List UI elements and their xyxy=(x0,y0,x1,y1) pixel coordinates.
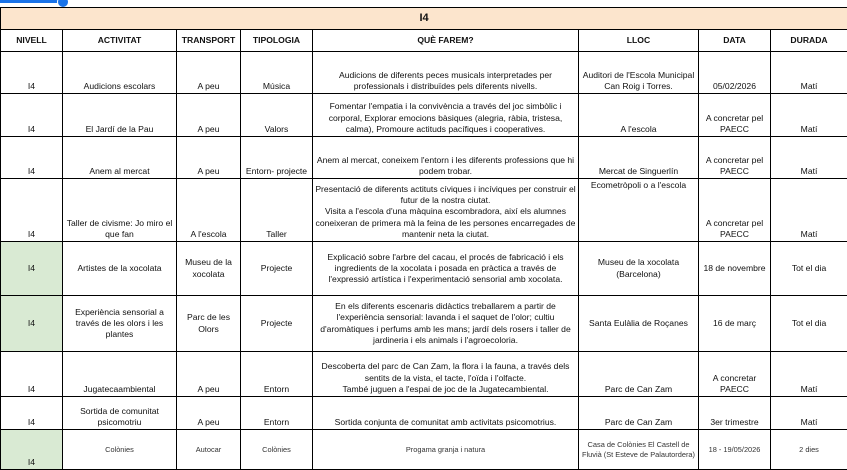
cell-activitat[interactable]: Audicions escolars xyxy=(63,52,177,94)
cell-tipologia[interactable]: Entorn xyxy=(241,352,313,397)
cell-transport[interactable]: Autocar xyxy=(177,430,241,470)
cell-lloc[interactable]: Parc de Can Zam xyxy=(579,397,699,430)
cell-tipologia[interactable]: Entorn- projecte xyxy=(241,137,313,179)
cell-lloc[interactable]: Ecometròpoli o a l'escola xyxy=(579,179,699,242)
cell-durada[interactable]: Matí xyxy=(771,352,847,397)
header-lloc[interactable]: LLOC xyxy=(579,30,699,52)
cell-nivell[interactable]: I4 xyxy=(1,94,63,137)
cell-que-farem[interactable]: Audicions de diferents peces musicals interpretades per professionals i distribuïdes pels diferents nivells. xyxy=(313,52,579,94)
header-transport[interactable]: TRANSPORT xyxy=(177,30,241,52)
cell-data[interactable]: A concretar pel PAECC xyxy=(699,179,771,242)
cell-nivell[interactable]: I4 xyxy=(1,430,63,470)
cell-que-farem[interactable]: Explicació sobre l'arbre del cacau, el procés de fabricació i els ingredients de la xocolata i posada en pràctica a través de l'expressió artística i l'experimentació sensorial amb xocolata. xyxy=(313,242,579,296)
cell-que-farem[interactable]: Sortida conjunta de comunitat amb activitats psicomotrius. xyxy=(313,397,579,430)
cell-tipologia[interactable]: Música xyxy=(241,52,313,94)
header-tipologia[interactable]: TIPOLOGIA xyxy=(241,30,313,52)
cell-nivell[interactable]: I4 xyxy=(1,242,63,296)
title-row xyxy=(1,8,847,30)
cell-durada[interactable]: Matí xyxy=(771,52,847,94)
cell-nivell[interactable]: I4 xyxy=(1,397,63,430)
cell-nivell[interactable]: I4 xyxy=(1,296,63,352)
cell-tipologia[interactable]: Projecte xyxy=(241,296,313,352)
cell-activitat[interactable]: Taller de civisme: Jo miro el que fan xyxy=(63,179,177,242)
table-row xyxy=(1,94,847,137)
cell-nivell[interactable]: I4 xyxy=(1,179,63,242)
cell-tipologia[interactable]: Colònies xyxy=(241,430,313,470)
cell-que-farem[interactable]: Fomentar l'empatia i la convivència a través del joc simbòlic i corporal, Explorar emocions bàsiques (alegria, ràbia, tristesa, calma), Promoure actituds pacífiques i cooperatives. xyxy=(313,94,579,137)
cell-transport[interactable]: A l'escola xyxy=(177,179,241,242)
cell-data[interactable]: A concretar PAECC xyxy=(699,352,771,397)
cell-durada[interactable]: Matí xyxy=(771,179,847,242)
cell-transport[interactable]: Museu de la xocolata xyxy=(177,242,241,296)
cell-tipologia[interactable]: Projecte xyxy=(241,242,313,296)
cell-durada[interactable]: Matí xyxy=(771,397,847,430)
cell-que-farem[interactable]: Descoberta del parc de Can Zam, la flora i la fauna, a través dels sentits de la vista, el tacte, l'oïda i l'olfacte. També juguen a l'espai de joc de la Jugatecambiental. xyxy=(313,352,579,397)
table-row xyxy=(1,137,847,179)
header-data[interactable]: DATA xyxy=(699,30,771,52)
header-activitat[interactable]: ACTIVITAT xyxy=(63,30,177,52)
cell-activitat[interactable]: El Jardí de la Pau xyxy=(63,94,177,137)
activities-table xyxy=(0,7,847,470)
table-row xyxy=(1,430,847,470)
cell-activitat[interactable]: Jugatecaambiental xyxy=(63,352,177,397)
table-row xyxy=(1,352,847,397)
cell-lloc[interactable]: Santa Eulàlia de Roçanes xyxy=(579,296,699,352)
cell-que-farem[interactable]: Anem al mercat, coneixem l'entorn i les diferents professions que hi podem trobar. xyxy=(313,137,579,179)
cell-transport[interactable]: A peu xyxy=(177,94,241,137)
cell-nivell[interactable]: I4 xyxy=(1,352,63,397)
cell-activitat[interactable]: Artistes de la xocolata xyxy=(63,242,177,296)
cell-durada[interactable]: Tot el dia xyxy=(771,242,847,296)
cell-nivell[interactable]: I4 xyxy=(1,52,63,94)
table-row xyxy=(1,397,847,430)
cell-data[interactable]: 18 - 19/05/2026 xyxy=(699,430,771,470)
cell-activitat[interactable]: Sortida de comunitat psicomotriu xyxy=(63,397,177,430)
cell-activitat[interactable]: Experiència sensorial a través de les olors i les plantes xyxy=(63,296,177,352)
table-row xyxy=(1,296,847,352)
table-title[interactable]: I4 xyxy=(1,8,847,30)
cell-tipologia[interactable]: Entorn xyxy=(241,397,313,430)
cell-tipologia[interactable]: Taller xyxy=(241,179,313,242)
cell-que-farem[interactable]: Presentació de diferents actituts cíviques i incíviques per construir el futur de la nostra ciutat. Visita a l'escola d'una màquina escombradora, així els alumnes coneixeran de primera mà la feina de les persones encarregades de mantenir neta la ciutat. xyxy=(313,179,579,242)
header-que-farem[interactable]: QUÈ FAREM? xyxy=(313,30,579,52)
cell-lloc[interactable]: Museu de la xocolata (Barcelona) xyxy=(579,242,699,296)
header-durada[interactable]: DURADA xyxy=(771,30,847,52)
cell-data[interactable]: 05/02/2026 xyxy=(699,52,771,94)
cell-transport[interactable]: A peu xyxy=(177,397,241,430)
cell-lloc[interactable]: A l'escola xyxy=(579,94,699,137)
header-nivell[interactable]: NIVELL xyxy=(1,30,63,52)
cell-transport[interactable]: A peu xyxy=(177,137,241,179)
cell-transport[interactable]: A peu xyxy=(177,352,241,397)
table-row xyxy=(1,179,847,242)
table-row xyxy=(1,52,847,94)
cell-data[interactable]: A concretar pel PAECC xyxy=(699,137,771,179)
cell-nivell[interactable]: I4 xyxy=(1,137,63,179)
cell-data[interactable]: 18 de novembre xyxy=(699,242,771,296)
cell-data[interactable]: 3er trimestre xyxy=(699,397,771,430)
cell-activitat[interactable]: Anem al mercat xyxy=(63,137,177,179)
cell-transport[interactable]: Parc de les Olors xyxy=(177,296,241,352)
cell-que-farem[interactable]: En els diferents escenaris didàctics treballarem a partir de l'experiència sensorial: lavanda i el saquet de l'olor; cultiu d'aromàtiques i perfums amb les mans; jardí dels rosers i taller de jardineria i els animals i l'agroecoloria. xyxy=(313,296,579,352)
cell-que-farem[interactable]: Progama granja i natura xyxy=(313,430,579,470)
cell-activitat[interactable]: Colònies xyxy=(63,430,177,470)
cell-lloc[interactable]: Mercat de Singuerlín xyxy=(579,137,699,179)
cell-lloc[interactable]: Casa de Colònies El Castell de Fluvià (St Esteve de Palautordera) xyxy=(579,430,699,470)
header-row xyxy=(1,30,847,52)
cell-durada[interactable]: Matí xyxy=(771,137,847,179)
cell-data[interactable]: 16 de març xyxy=(699,296,771,352)
cell-durada[interactable]: 2 dies xyxy=(771,430,847,470)
cell-durada[interactable]: Matí xyxy=(771,94,847,137)
cell-durada[interactable]: Tot el dia xyxy=(771,296,847,352)
cell-lloc[interactable]: Auditori de l'Escola Municipal Can Roig i Torres. xyxy=(579,52,699,94)
selection-range-border xyxy=(0,0,62,3)
cell-transport[interactable]: A peu xyxy=(177,52,241,94)
table-row xyxy=(1,242,847,296)
cell-lloc[interactable]: Parc de Can Zam xyxy=(579,352,699,397)
cell-tipologia[interactable]: Valors xyxy=(241,94,313,137)
cell-data[interactable]: A concretar pel PAECC xyxy=(699,94,771,137)
